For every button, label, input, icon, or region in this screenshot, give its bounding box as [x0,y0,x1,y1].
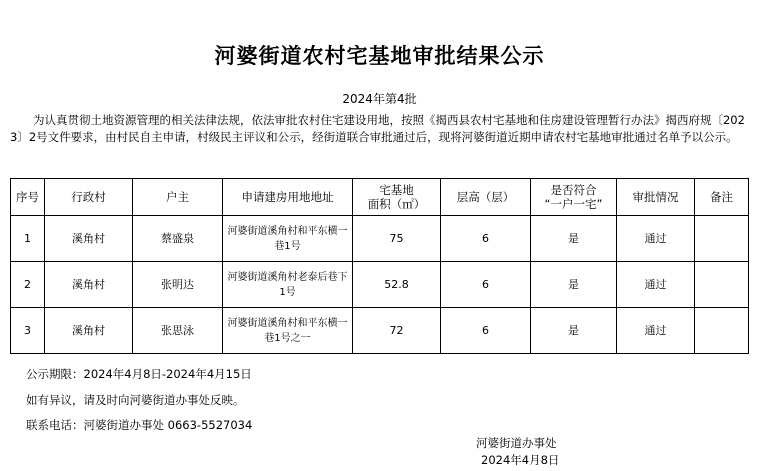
cell-height: 6 [441,308,531,354]
cell-area: 72 [353,308,441,354]
cell-no: 1 [11,216,45,262]
signature-date: 2024年4月8日 [481,453,560,467]
table-header-row [11,179,749,216]
table-row [11,216,749,262]
header-address: 申请建房用地地址 [223,179,353,216]
cell-address: 河婆街道溪角村和平东横一巷1号之一 [223,308,353,354]
cell-remark [695,216,749,262]
cell-owner: 张思泳 [133,308,223,354]
objection-note: 如有异议，请及时向河婆街道办事处反映。 [26,393,245,407]
header-conform [531,179,617,216]
cell-area: 75 [353,216,441,262]
cell-village: 溪角村 [45,262,133,308]
page-title: 河婆街道农村宅基地审批结果公示 [214,44,545,68]
header-status: 审批情况 [617,179,695,216]
cell-owner: 蔡盛泉 [133,216,223,262]
cell-status: 通过 [617,262,695,308]
header-height: 层高（层） [441,179,531,216]
cell-address: 河婆街道溪角村老泰后巷下1号 [223,262,353,308]
cell-village: 溪角村 [45,216,133,262]
cell-no: 3 [11,308,45,354]
cell-village: 溪角村 [45,308,133,354]
table-row [11,262,749,308]
cell-owner: 张明达 [133,262,223,308]
cell-height: 6 [441,216,531,262]
cell-status: 通过 [617,308,695,354]
header-area-line2: 面积（㎡） [367,197,426,211]
cell-status: 通过 [617,216,695,262]
header-remark: 备注 [695,179,749,216]
publicity-period: 公示期限：2024年4月8日-2024年4月15日 [26,367,252,381]
header-village: 行政村 [45,179,133,216]
cell-remark [695,262,749,308]
cell-area: 52.8 [353,262,441,308]
cell-no: 2 [11,262,45,308]
header-area-line1: 宅基地 [379,183,414,197]
approval-table [10,178,749,354]
cell-conform: 是 [531,308,617,354]
cell-conform: 是 [531,216,617,262]
cell-address: 河婆街道溪角村和平东横一巷1号 [223,216,353,262]
cell-remark [695,308,749,354]
header-owner: 户主 [133,179,223,216]
header-area [353,179,441,216]
batch-number: 2024年第4批 [342,92,417,106]
cell-conform: 是 [531,262,617,308]
contact-phone: 联系电话：河婆街道办事处 0663-5527034 [26,418,253,432]
cell-height: 6 [441,262,531,308]
signature-org: 河婆街道办事处 [476,436,557,450]
header-conform-line2: “一户一宅” [544,197,603,211]
table-row [11,308,749,354]
header-no: 序号 [11,179,45,216]
header-conform-line1: 是否符合 [550,183,597,197]
intro-paragraph: 为认真贯彻土地资源管理的相关法律法规，依法审批农村住宅建设用地，按照《揭西县农村宅基地和住房建设管理暂行办法》揭西府规〔2023〕2号文件要求，由村民自主申请，村级民主评议和公示，经街道联合审批通过后，现将河婆街道近期申请农村宅基地审批通过名单予以公示。 [10,113,745,144]
